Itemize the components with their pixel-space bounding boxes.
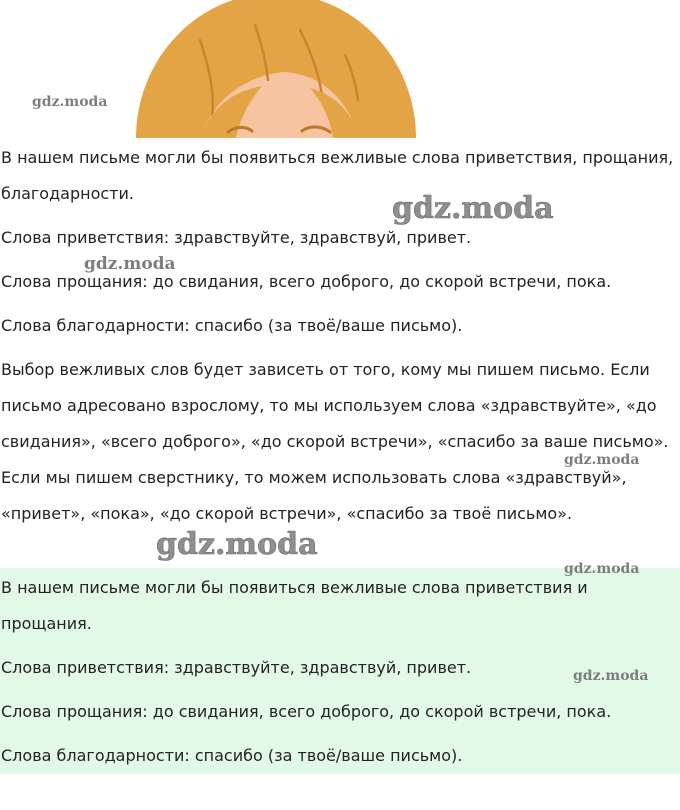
answer1-paragraph-farewells: Слова прощания: до свидания, всего доброго, до скорой встречи, пока.	[1, 272, 612, 291]
answer-block-2	[0, 568, 680, 774]
answer-block-1	[0, 140, 680, 532]
answer2-paragraph-greetings: Слова приветствия: здравствуйте, здравствуй, привет.	[1, 658, 472, 677]
answer2-paragraph-thanks: Слова благодарности: спасибо (за твоё/ваше письмо).	[1, 746, 463, 765]
answer1-paragraph-explanation: Выбор вежливых слов будет зависеть от того, кому мы пишем письмо. Если письмо адресовано взрослому, то мы используем слова «здравствуйте», «до свидания», «всего доброго», «до скорой встречи», «спасибо за ваше письмо». Если мы пишем сверстнику, то можем использовать слова «здравствуй», «привет», «пока», «до скорой встречи», «спасибо за твоё письмо».	[1, 360, 669, 523]
answer1-paragraph-intro: В нашем письме могли бы появиться вежливые слова приветствия, прощания, благодарности.	[1, 148, 674, 203]
header-illustration	[0, 0, 680, 140]
watermark: gdz.moda	[392, 191, 554, 226]
child-head-image	[0, 0, 680, 140]
answer2-paragraph-farewells: Слова прощания: до свидания, всего доброго, до скорой встречи, пока.	[1, 702, 612, 721]
watermark: gdz.moda	[156, 527, 318, 562]
watermark: gdz.moda	[573, 668, 649, 684]
watermark: gdz.moda	[32, 94, 108, 110]
answer1-paragraph-greetings: Слова приветствия: здравствуйте, здравствуй, привет.	[1, 228, 472, 247]
watermark: gdz.moda	[564, 452, 640, 468]
watermark: gdz.moda	[84, 254, 176, 274]
watermark: gdz.moda	[564, 561, 640, 577]
answer1-paragraph-thanks: Слова благодарности: спасибо (за твоё/ваше письмо).	[1, 316, 463, 335]
answer2-paragraph-intro: В нашем письме могли бы появиться вежливые слова приветствия и прощания.	[1, 578, 588, 633]
